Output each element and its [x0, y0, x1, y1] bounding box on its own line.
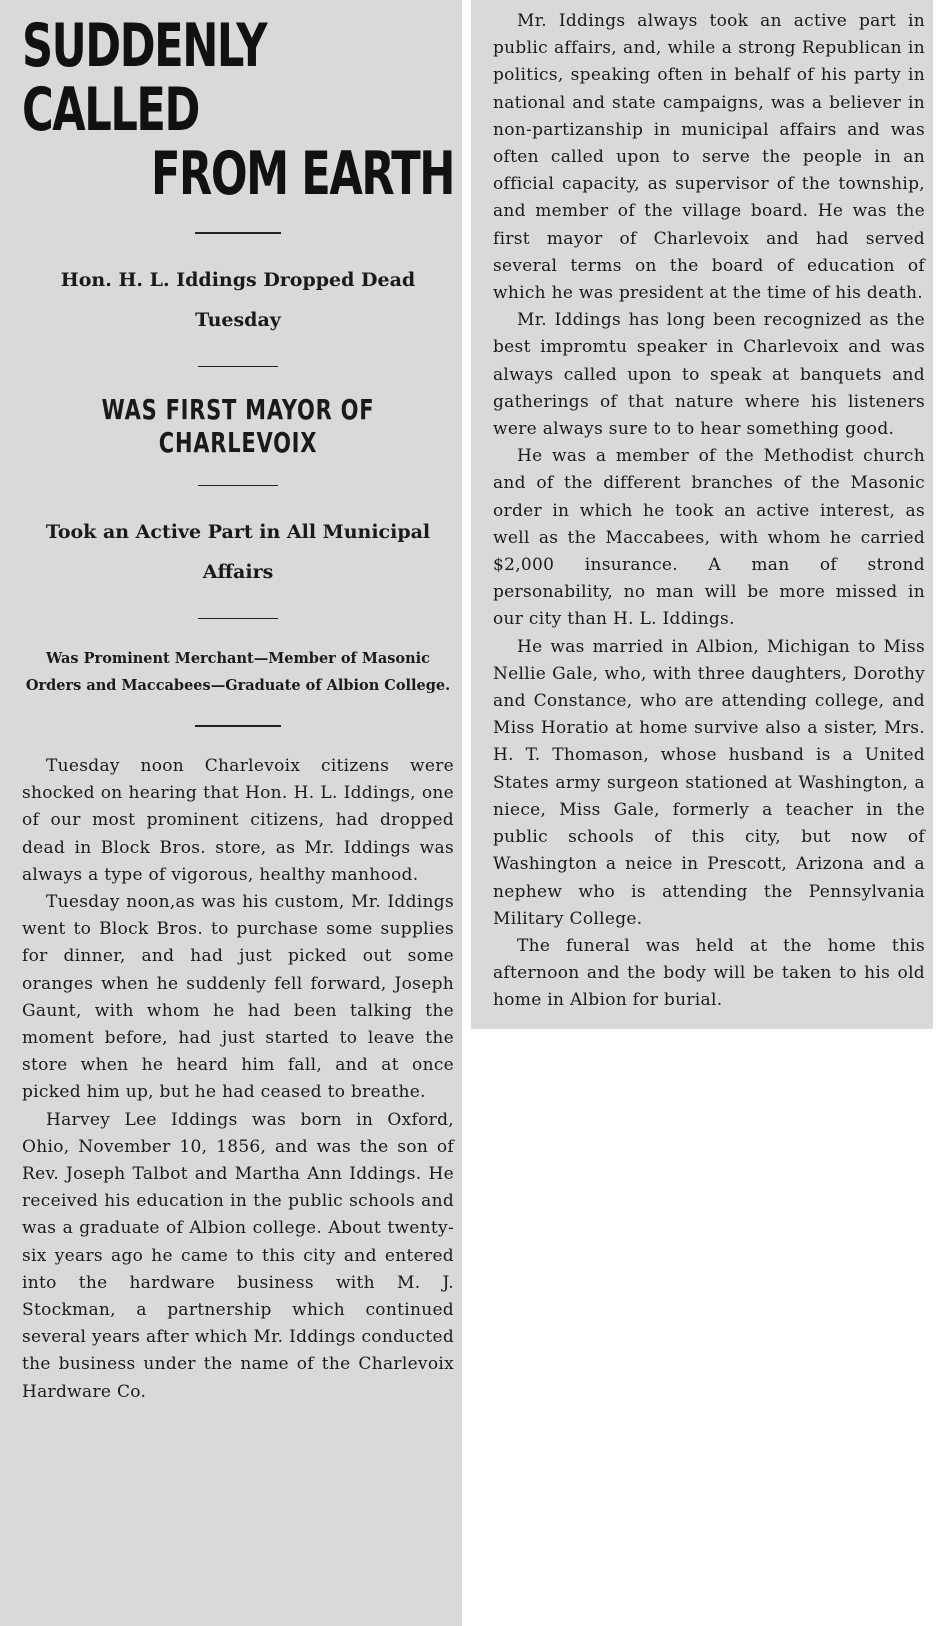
- divider-rule: [198, 366, 278, 367]
- article-body-right: [493, 8, 925, 1015]
- divider-rule: [198, 485, 278, 486]
- deck-subhead-4: Was Prominent Merchant—Member of Masonic Orders and Maccabees—Graduate of Albion College.: [25, 650, 451, 694]
- headline-line-1: SUDDENLY CALLED: [22, 11, 267, 145]
- left-column: [0, 0, 462, 1626]
- headline-line-2: FROM EARTH: [150, 139, 454, 209]
- deck-subhead-1: Hon. H. L. Iddings Dropped Dead Tuesday: [60, 269, 416, 331]
- article-paragraph: Mr. Iddings always took an active part in public affairs, and, while a strong Republican in politics, speaking often in behalf of his party in national and state campaigns, was a believer in non-partizanship in municipal affairs and was often called upon to serve the people in an official capacity, as supervisor of the township, and member of the village board. He was the first mayor of Charlevoix and had served several terms on the board of education of which he was president at the time of his death.: [493, 11, 925, 304]
- article-paragraph: Harvey Lee Iddings was born in Oxford, Ohio, November 10, 1856, and was the son of Rev. Joseph Talbot and Martha Ann Iddings. He received his education in the public schools and was a graduate of Albion college. About twenty-six years ago he came to this city and entered into the hardware business with M. J. Stockman, a partnership which continued several years after which Mr. Iddings conducted the business under the name of the Charlevoix Hardware Co.: [22, 1109, 454, 1402]
- article-paragraph: Mr. Iddings has long been recognized as the best impromtu speaker in Charlevoix and was always called upon to speak at banquets and gatherings of that nature where his listeners were always sure to to hear something good.: [493, 310, 925, 440]
- article-paragraph: The funeral was held at the home this afternoon and the body will be taken to his old home in Albion for burial.: [493, 935, 925, 1011]
- deck-subhead-2: WAS FIRST MAYOR OF CHARLEVOIX: [101, 393, 375, 459]
- divider-rule: [195, 232, 281, 234]
- article-paragraph: He was married in Albion, Michigan to Miss Nellie Gale, who, with three daughters, Dorothy and Constance, who are attending college, and Miss Horatio at home survive also a sister, Mrs. H. T. Thomason, whose husband is a United States army surgeon stationed at Washington, a niece, Miss Gale, formerly a teacher in the public schools of this city, but now of Washington a neice in Prescott, Arizona and a nephew who is attending the Pennsylvania Military College.: [493, 636, 925, 929]
- deck-subhead-3: Took an Active Part in All Municipal Affairs: [45, 521, 431, 583]
- article-paragraph: He was a member of the Methodist church and of the different branches of the Masonic order in which he took an active interest, as well as the Maccabees, with whom he carried $2,000 insurance. A man of strond personability, no man will be more missed in our city than H. L. Iddings.: [493, 446, 925, 630]
- right-column: [471, 0, 933, 1029]
- headline: [22, 11, 454, 209]
- divider-rule: [198, 618, 278, 619]
- article-paragraph: Tuesday noon Charlevoix citizens were shocked on hearing that Hon. H. L. Iddings, one of our most prominent citizens, had dropped dead in Block Bros. store, as Mr. Iddings was always a type of vigorous, healthy manhood.: [22, 756, 454, 885]
- article-paragraph: Tuesday noon,as was his custom, Mr. Iddings went to Block Bros. to purchase some supplies for dinner, and had just picked out some oranges when he suddenly fell forward, Joseph Gaunt, with whom he had been talking the moment before, had just started to leave the store when he heard him fall, and at once picked him up, but he had ceased to breathe.: [22, 892, 454, 1103]
- divider-rule: [195, 725, 281, 727]
- article-body-left: [22, 753, 454, 1406]
